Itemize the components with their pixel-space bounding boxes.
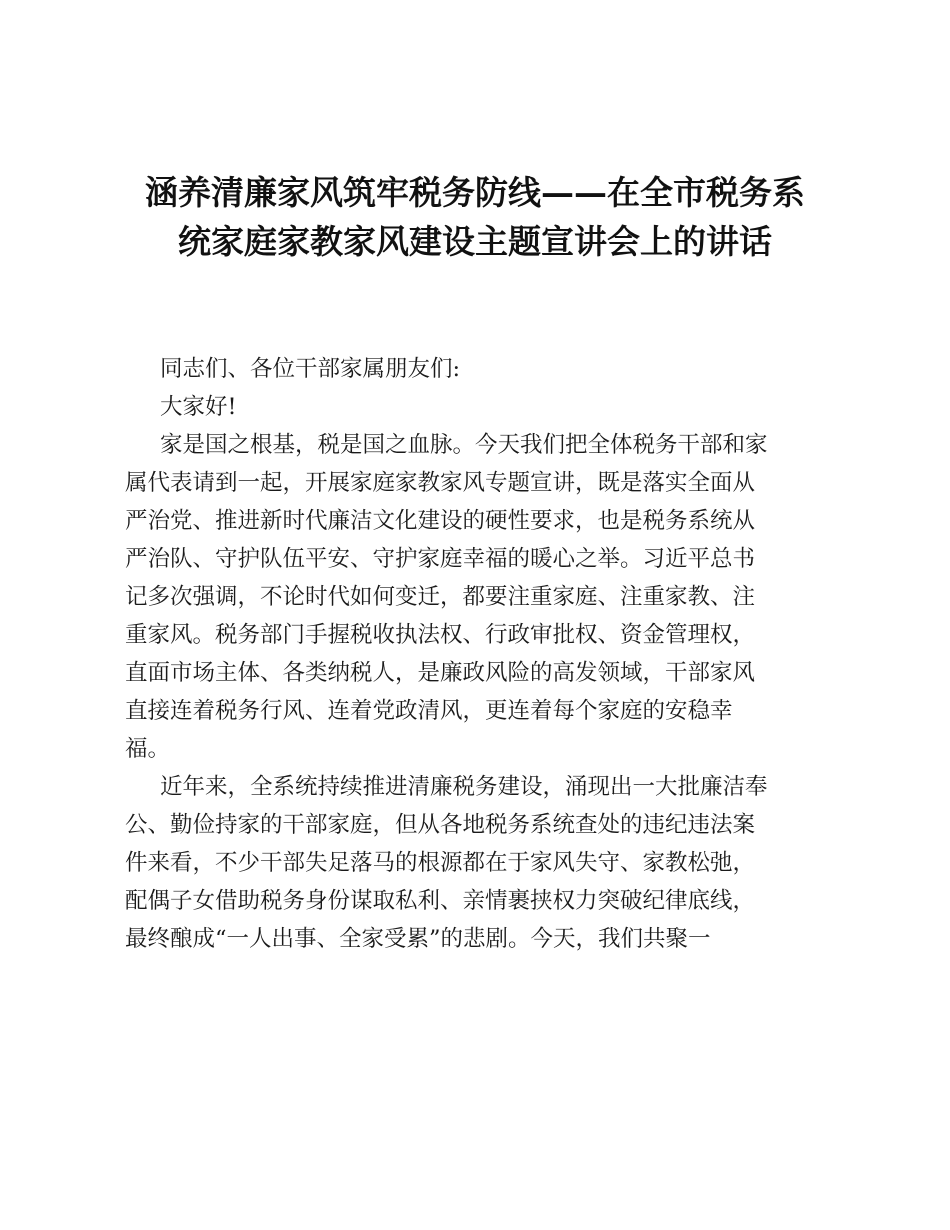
document-title: [110, 168, 840, 266]
title-line-1: 涵养清廉家风筑牢税务防线——在全市税务系: [145, 173, 805, 212]
paragraph-line: 福。: [125, 736, 171, 762]
greeting: [125, 388, 830, 426]
greeting-line: 大家好!: [160, 394, 237, 420]
paragraph-line: 重家风。税务部门手握税收执法权、行政审批权、资金管理权，: [125, 622, 756, 648]
paragraph-line: 严治党、推进新时代廉洁文化建设的硬性要求，也是税务系统从: [125, 508, 756, 534]
paragraph-line: 家是国之根基，税是国之血脉。今天我们把全体税务干部和家: [160, 432, 768, 458]
paragraph-line: 记多次强调，不论时代如何变迁，都要注重家庭、注重家教、注: [125, 584, 756, 610]
salutation-line: 同志们、各位干部家属朋友们:: [160, 356, 461, 382]
paragraph-1: [125, 426, 830, 768]
document-body: [125, 350, 830, 958]
paragraph-line: 件来看，不少干部失足落马的根源都在于家风失守、家教松弛，: [125, 850, 756, 876]
title-line-2: 统家庭家教家风建设主题宣讲会上的讲话: [178, 222, 772, 261]
paragraph-line: 公、勤俭持家的干部家庭，但从各地税务系统查处的违纪违法案: [125, 812, 756, 838]
salutation: [125, 350, 830, 388]
paragraph-line: 近年来，全系统持续推进清廉税务建设，涌现出一大批廉洁奉: [160, 774, 768, 800]
paragraph-line: 属代表请到一起，开展家庭家教家风专题宣讲，既是落实全面从: [125, 470, 756, 496]
paragraph-line: 直面市场主体、各类纳税人，是廉政风险的高发领域，干部家风: [125, 660, 756, 686]
paragraph-line: 最终酿成“一人出事、全家受累”的悲剧。今天，我们共聚一: [125, 926, 711, 952]
paragraph-line: 配偶子女借助税务身份谋取私利、亲情裹挟权力突破纪律底线，: [125, 888, 756, 914]
paragraph-line: 严治队、守护队伍平安、守护家庭幸福的暖心之举。习近平总书: [125, 546, 756, 572]
paragraph-2: [125, 768, 830, 958]
paragraph-line: 直接连着税务行风、连着党政清风，更连着每个家庭的安稳幸: [125, 698, 733, 724]
